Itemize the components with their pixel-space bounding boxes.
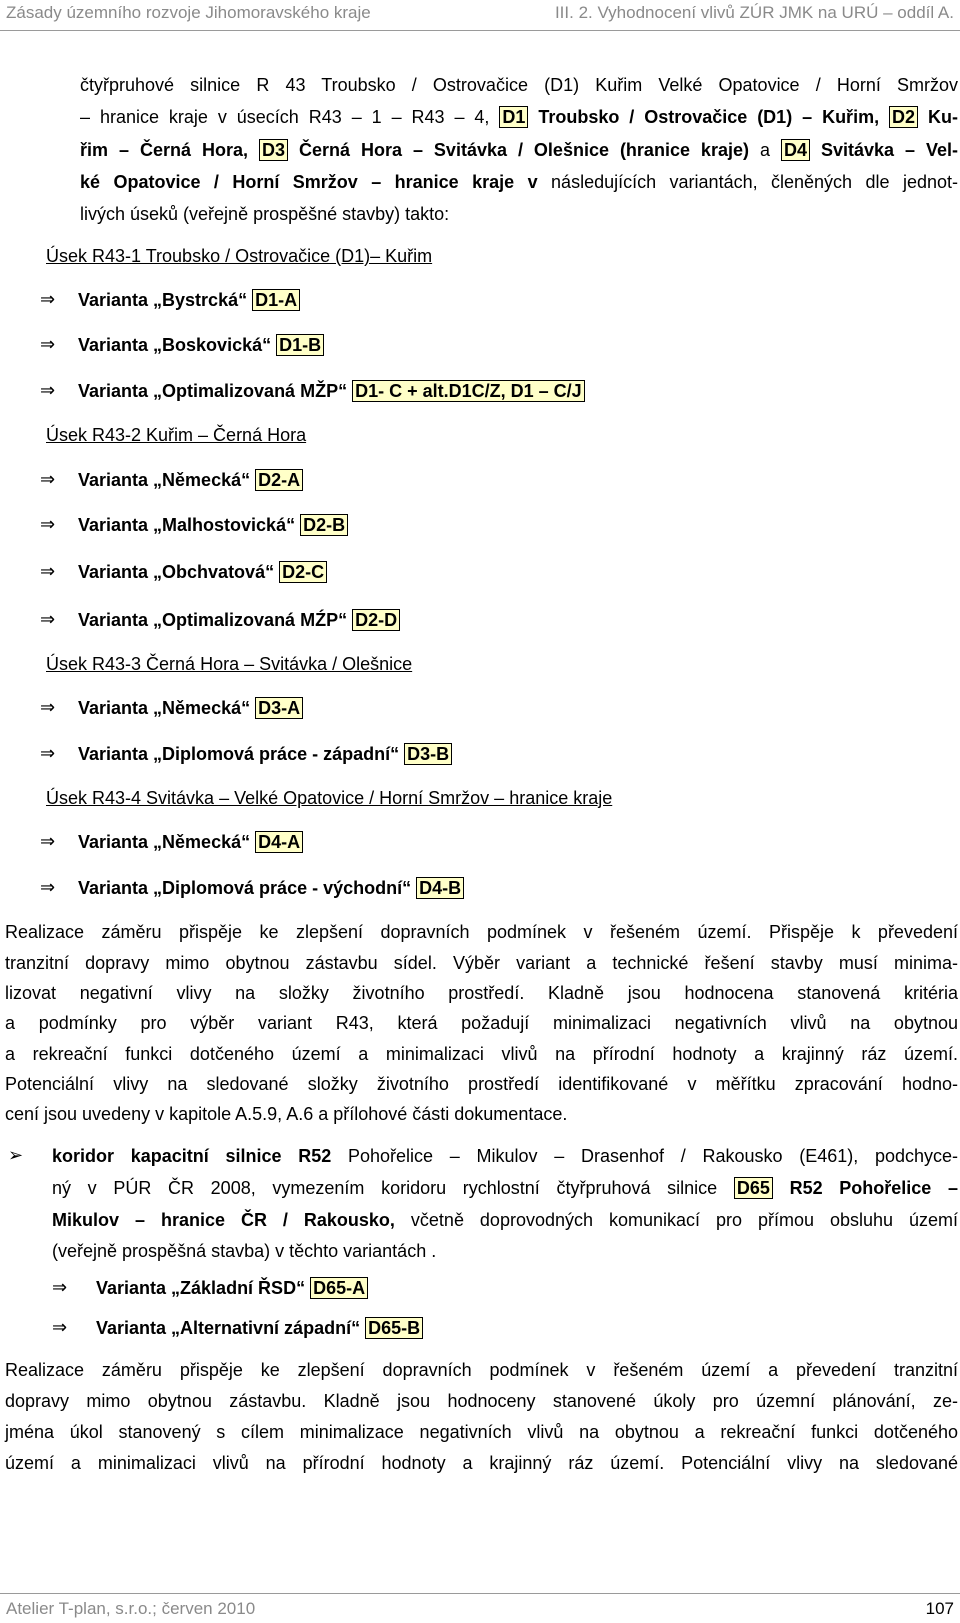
header-document-title: Zásady územního rozvoje Jihomoravského kraje <box>6 3 371 22</box>
paragraph-line: území a minimalizaci vlivů na přírodní hodnoty a krajinný ráz území. Potenciální vlivy na sledované <box>5 1453 958 1473</box>
paragraph-line: Potenciální vlivy na sledované složky životního prostředí identifikované v měřítku zpracování hodno- <box>5 1074 958 1094</box>
code-badge: D3-B <box>404 743 452 765</box>
intro-text: řim – Černá Hora, <box>80 140 248 160</box>
arrow-icon: ⇒ <box>52 1277 68 1298</box>
arrow-icon: ⇒ <box>40 380 56 401</box>
intro-line-2 <box>80 106 958 128</box>
corridor-text: koridor kapacitní silnice R52 <box>52 1146 332 1166</box>
code-badge: D65-B <box>365 1317 423 1339</box>
code-badge: D4-A <box>255 831 303 853</box>
paragraph-line: lizovat negativní vlivy na složky životního prostředí. Kladně jsou hodnocena stanovená kritéria <box>5 983 958 1003</box>
code-badge: D4 <box>781 139 810 161</box>
arrow-icon: ⇒ <box>40 561 56 582</box>
code-badge: D2-D <box>352 609 400 631</box>
corridor-line-1 <box>52 1145 958 1167</box>
variant-label-text: Varianta „Německá“ <box>78 470 251 490</box>
code-badge: D1-B <box>276 334 324 356</box>
variant-label <box>96 1277 368 1299</box>
intro-text: Ku- <box>927 107 958 127</box>
code-badge: D4-B <box>416 877 464 899</box>
intro-text: a <box>759 140 770 160</box>
corridor-text: Mikulov – hranice ČR / Rakousko, <box>52 1210 395 1230</box>
variant-label-text: Varianta „Diplomová práce - východní“ <box>78 878 412 898</box>
intro-line-1: čtyřpruhové silnice R 43 Troubsko / Ostrovačice (D1) Kuřim Velké Opatovice / Horní Smržov <box>80 75 958 95</box>
variant-label-text: Varianta „Boskovická“ <box>78 335 272 355</box>
code-badge: D1- C + alt.D1C/Z, D1 – C/J <box>352 380 585 402</box>
corridor-text: Pohořelice – Mikulov – Drasenhof / Rakousko (E461), podchyce- <box>347 1146 958 1166</box>
variant-label-text: Varianta „Obchvatová“ <box>78 562 275 582</box>
code-badge: D2 <box>889 106 918 128</box>
variant-label-text: Varianta „Německá“ <box>78 832 251 852</box>
arrow-icon: ⇒ <box>40 831 56 852</box>
variant-label <box>78 380 585 402</box>
corridor-text: ný v PÚR ČR 2008, vymezením koridoru rychlostní čtyřpruhová silnice <box>52 1178 718 1198</box>
code-badge: D1-A <box>252 289 300 311</box>
intro-line-3 <box>80 139 958 161</box>
variant-label <box>78 609 400 631</box>
paragraph-line: dopravy mimo obytnou zástavbu. Kladně jsou hodnoceny stanovené úkoly pro územní plánování, ze- <box>5 1391 958 1411</box>
variant-label <box>78 469 303 491</box>
intro-text: ké Opatovice / Horní Smržov – hranice kraje v <box>80 172 538 192</box>
paragraph-line: jména úkol stanovený s cílem minimalizace negativních vlivů na obytnou a rekreační funkci dotčeného <box>5 1422 958 1442</box>
intro-line-5: livých úseků (veřejně prospěšné stavby) takto: <box>80 204 450 224</box>
arrow-icon: ⇒ <box>40 289 56 310</box>
variant-label-text: Varianta „Malhostovická“ <box>78 515 296 535</box>
code-badge: D2-B <box>300 514 348 536</box>
variant-label-text: Varianta „Německá“ <box>78 698 251 718</box>
page-number: 107 <box>925 1599 954 1618</box>
variant-label-text: Varianta „Základní ŘSD“ <box>96 1278 306 1298</box>
variant-label <box>78 289 300 311</box>
code-badge: D1 <box>499 106 528 128</box>
corridor-line-4: (veřejně prospěšná stavba) v těchto variantách . <box>52 1241 437 1261</box>
code-badge: D65 <box>734 1177 773 1199</box>
variant-label <box>96 1317 423 1339</box>
footer-company: Atelier T-plan, s.r.o.; červen 2010 <box>6 1599 256 1618</box>
variant-label-text: Varianta „Diplomová práce - západní“ <box>78 744 400 764</box>
variant-label <box>78 514 348 536</box>
section-title: Úsek R43-2 Kuřim – Černá Hora <box>46 425 307 445</box>
header-section-title: III. 2. Vyhodnocení vlivů ZÚR JMK na URÚ – oddíl A. <box>554 3 954 22</box>
paragraph-line: a rekreační funkci dotčeného území a minimalizaci vlivů na přírodní hodnoty a krajinný ráz území. <box>5 1044 958 1064</box>
intro-text: následujících variantách, členěných dle jednot- <box>551 172 958 192</box>
section-title: Úsek R43-4 Svitávka – Velké Opatovice / Horní Smržov – hranice kraje <box>46 788 613 808</box>
code-badge: D2-C <box>279 561 327 583</box>
variant-label-text: Varianta „Optimalizovaná MŹP“ <box>78 610 348 630</box>
corridor-line-2 <box>52 1177 958 1199</box>
section-title: Úsek R43-3 Černá Hora – Svitávka / Olešnice <box>46 654 413 674</box>
variant-label <box>78 743 452 765</box>
variant-label <box>78 561 327 583</box>
arrow-icon: ⇒ <box>40 334 56 355</box>
code-badge: D2-A <box>255 469 303 491</box>
variant-label-text: Varianta „Bystrcká“ <box>78 290 248 310</box>
paragraph-line: cení jsou uvedeny v kapitole A.5.9, A.6 a přílohové části dokumentace. <box>5 1104 568 1124</box>
variant-label-text: Varianta „Optimalizovaná MŽP“ <box>78 381 348 401</box>
variant-label <box>78 831 303 853</box>
variant-label-text: Varianta „Alternativní západní“ <box>96 1318 361 1338</box>
corridor-text: R52 Pohořelice – <box>789 1178 958 1198</box>
code-badge: D3-A <box>255 697 303 719</box>
paragraph-line: tranzitní dopravy mimo obytnou zástavbu sídel. Výběr variant a technické řešení stavby musí minima- <box>5 953 958 973</box>
page-header <box>0 0 960 31</box>
arrow-icon: ⇒ <box>40 609 56 630</box>
corridor-text: včetně doprovodných komunikací pro přímou obsluhu území <box>410 1210 958 1230</box>
bullet-arrow-icon: ➢ <box>8 1145 24 1166</box>
intro-text: – hranice kraje v úsecích R43 – 1 – R43 – 4, <box>80 107 490 127</box>
arrow-icon: ⇒ <box>52 1317 68 1338</box>
arrow-icon: ⇒ <box>40 877 56 898</box>
variant-label <box>78 697 303 719</box>
arrow-icon: ⇒ <box>40 697 56 718</box>
section-title: Úsek R43-1 Troubsko / Ostrovačice (D1)– Kuřim <box>46 246 433 266</box>
arrow-icon: ⇒ <box>40 469 56 490</box>
code-badge: D65-A <box>310 1277 368 1299</box>
paragraph-line: Realizace záměru přispěje ke zlepšení dopravních podmínek v řešeném území. Přispěje k převedení <box>5 922 958 942</box>
corridor-line-3 <box>52 1209 958 1231</box>
intro-text: Svitávka – Vel- <box>820 140 958 160</box>
paragraph-line: a podmínky pro výběr variant R43, která požadují minimalizaci negativních vlivů na obytnou <box>5 1013 958 1033</box>
variant-label <box>78 877 464 899</box>
intro-text: Černá Hora – Svitávka / Olešnice (hranice kraje) <box>298 140 749 160</box>
arrow-icon: ⇒ <box>40 743 56 764</box>
page-footer <box>0 1593 960 1623</box>
variant-label <box>78 334 324 356</box>
arrow-icon: ⇒ <box>40 514 56 535</box>
paragraph-line: Realizace záměru přispěje ke zlepšení dopravních podmínek v řešeném území a převedení tranzitní <box>5 1360 958 1380</box>
intro-text: Troubsko / Ostrovačice (D1) – Kuřim, <box>538 107 880 127</box>
code-badge: D3 <box>259 139 288 161</box>
intro-line-4 <box>80 171 958 193</box>
